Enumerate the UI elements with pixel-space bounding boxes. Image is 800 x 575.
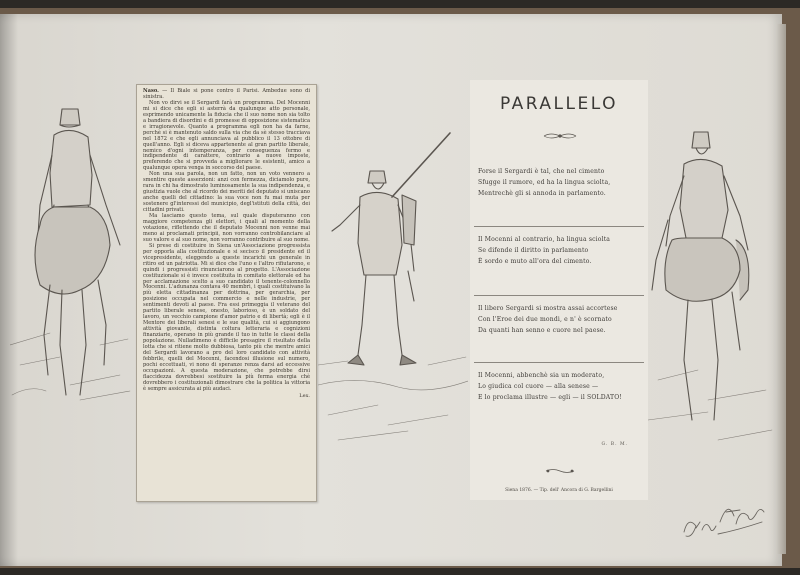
clipping-paragraph: Ma lasciamo questo tema, sul quale disputeranno con maggiore competenza gli elettori, i quali al momento della votazione, riflettendo che il deputato Mocenni non venne mai meno ai proclamati principii, non vorranno controbilanciare al suo valore e al suo nome, non vorranno contribuire al suo nome. xyxy=(143,213,310,243)
poem-line: E lo proclama illustre — egli — il SOLDATO! xyxy=(478,394,622,401)
poem-line: Il Mocenni al contrario, ha lingua sciolta xyxy=(478,236,611,243)
poem-line: Sfugge il rumore, ed ha la lingua sciolta, xyxy=(478,179,611,186)
poem-line: Con l'Eroe dei due mondi, e n' è scornato xyxy=(478,316,612,323)
artist-signature xyxy=(678,486,768,546)
poem-line: Da quanti han senno e cuore nel paese. xyxy=(478,327,606,334)
poem-line: Lo giudica col cuore — alla senese — xyxy=(478,383,599,390)
poem-stanza xyxy=(478,370,643,403)
newspaper-clipping xyxy=(136,84,317,502)
poem-line: Il Mocenni, abbenchè sia un moderato, xyxy=(478,372,605,379)
ornament-top xyxy=(542,126,578,136)
clipping-paragraph: Non vo dirvi se il Sergardi farà un programma. Del Mocenni mi si dice che egli si asterrà da qualunque atto personale, esprimendo unicamente la fiducia che il suo nome non sia tolto a bandiera di disordini e di promesse di opposizione sistematica e irragionevole. Quanto a programma egli non ha da farne, perchè si è mantenuto saldo sulla via che da sè stesso tracciava nel 1872 e che egli annunciava al pubblico il 13 ottobre di quell'anno. Egli si diceva appartenente al gran partito liberale, nemico d'ogni intemperanza, per conseguenza fermo e indipendente di carattere, contrario a nuove imposte, preferendo che si provveda a migliorare le esistenti, amico a qualunque opera venga in soccorso del paese. xyxy=(143,99,310,172)
poem-line: È sordo e muto all'ora del cimento. xyxy=(478,258,592,265)
page-edge xyxy=(776,24,786,554)
sketch-standing-soldier xyxy=(318,125,468,455)
clipping-signature: Lex. xyxy=(299,392,310,399)
sketch-mounted-soldier-left xyxy=(10,95,135,415)
poem-divider xyxy=(474,295,644,296)
clipping-paragraph: Si prese di costituire in Siena un'Associazione progressista per opporla alla costituzionale e si secisco il presidente ed il vicepresidente, eleggendo a queste incarichi un generale in ritiro ed un patriotta. Mi si dice che l'uno e l'altro rifiutarono, e quindi i progressisti rinunciarono al progetto. L'Associazione costituzionale si è invece costituita in comitato elettorale ed ha per acclamazione scelto a suo candidato il tenente-colonnello Mocenni. L'adunanza contava 40 membri, i quali costituivano la più eletta cittadinanza per dottrina, per gerarchia, per posizione occupata nel commercio e nelle industrie, per sentimenti devoti al paese. Fra essi primeggia il veterano del partito liberale senese, onesto, laborioso, è un soldato del lavoro, un vecchio campione d'amor patrio e di libertà; egli è il Mentore dei liberali senesi e le sue qualità, cui si aggiungono attività giovanile, distinta coltura letteraria e cognizioni finanziarie, operano in più grande il tuo in tutte le classi della popolazione. Nulladimeno è difficile presagire il risultato della lotta che si ritiene molto dubbiosa, tanto più che mentre amici del Sergardi lavorano a pro del loro candidato con attività febbrile, quelli del Mocenni, facendosi illusione sul numero, pochi eccettuati, vi nono di speranze renza darsi ad eccessive occupazioni. A questa moderazione, che potrebbe dirsi flaccidezza dovrebbesi sostituire la più ferma energia chè dovrebbero i costituzionali dimostrare che la politica la vittoria è sempre assicurata ai più audaci. xyxy=(143,242,310,392)
poem-title: PARALLELO xyxy=(500,94,618,114)
clipping-lead-name: Naso. xyxy=(143,88,159,94)
poem-divider xyxy=(474,226,644,227)
clipping-text xyxy=(143,89,310,400)
poem-line: Se difende il diritto in parlamento xyxy=(478,247,589,254)
poem-line: Il libero Sergardi si mostra assai accortese xyxy=(478,305,618,312)
sketch-mounted-soldier-right xyxy=(648,120,776,460)
ornament-bottom xyxy=(542,461,578,471)
poem-line: Mentrechè gli si annoda in parlamento. xyxy=(478,190,606,197)
poem-stanza xyxy=(478,234,643,267)
poem-divider xyxy=(474,362,644,363)
poem-line: Forse il Sergardi è tal, che nel cimento xyxy=(478,168,605,175)
poem-stanza xyxy=(478,166,643,199)
poem-stanza xyxy=(478,303,643,336)
clipping-paragraph: Non una sua parola, non un fatto, non un voto vennero a smentire queste asserzioni: anzi con fermezza, diciamolo pure, rara in chi ha dimostrato luminosamente la sua indipendenza, e giustizia vuole che al ricordo dei meriti del deputato si uniscano anche quelli del cittadino: la sua voce non fu mai muta per sostenere gl'interessi del municipio, degl'istituti della città, dei cittadini privati. xyxy=(143,171,310,214)
imprint: Siena 1876. — Tip. dell' Ancora di G. Bargellini xyxy=(505,488,613,493)
clipping-paragraph: Naso. — Il Biale si pone contro il Parisi. Ambedue sono di sinistra. xyxy=(143,88,310,100)
poem-leaf xyxy=(470,80,648,500)
poem-initials: G. B. M. xyxy=(601,442,628,447)
